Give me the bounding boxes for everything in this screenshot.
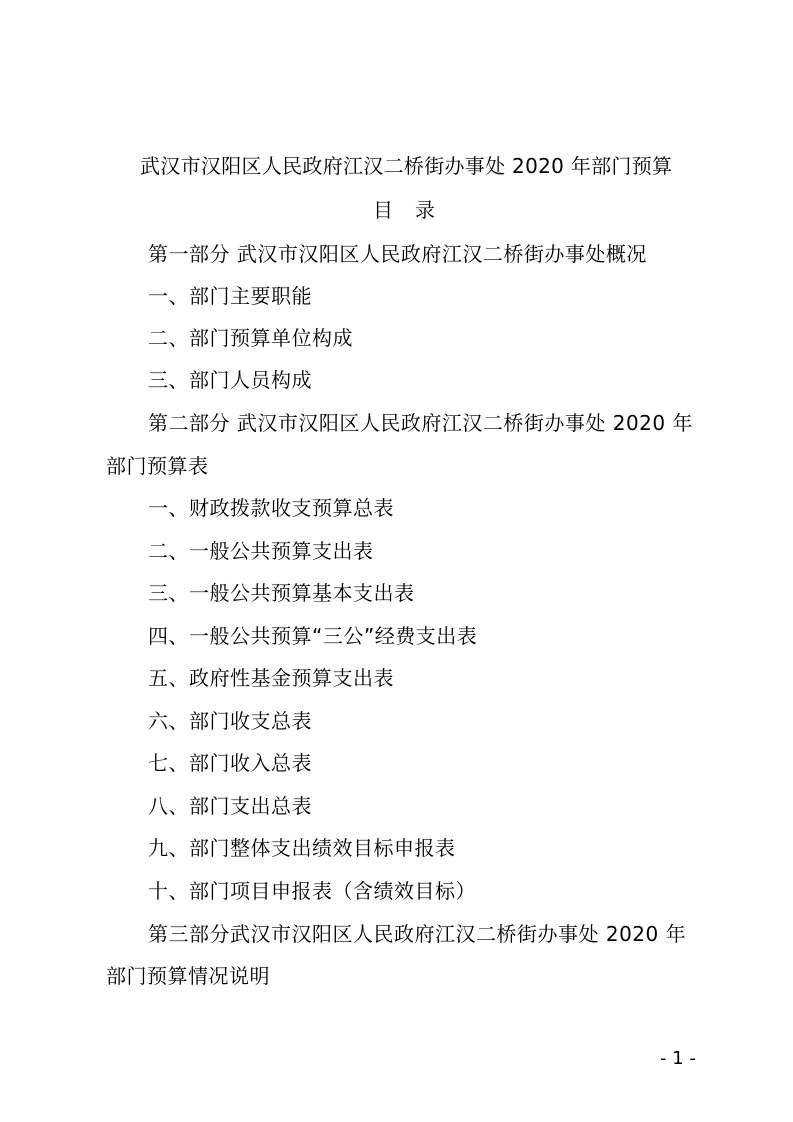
toc-item: 五、政府性基金预算支出表 [148,666,394,690]
toc-item: 三、部门人员构成 [148,368,312,392]
toc-item: 二、部门预算单位构成 [148,326,353,350]
part2-heading: 第二部分 武汉市汉阳区人民政府江汉二桥街办事处 2020 年 [148,411,693,435]
toc-heading-right: 录 [415,198,435,222]
part1-heading: 第一部分 武汉市汉阳区人民政府江汉二桥街办事处概况 [148,242,647,266]
toc-item: 一、部门主要职能 [148,284,312,308]
toc-item: 六、部门收支总表 [148,709,312,733]
part3-heading: 第三部分武汉市汉阳区人民政府江汉二桥街办事处 2020 年 [148,922,687,946]
toc-item: 九、部门整体支出绩效目标申报表 [148,836,456,860]
document-title: 武汉市汉阳区人民政府江汉二桥街办事处 2020 年部门预算 [140,154,673,178]
toc-item: 一、财政拨款收支预算总表 [148,496,394,520]
toc-item: 八、部门支出总表 [148,794,312,818]
part2-heading-continued: 部门预算表 [106,454,209,478]
toc-item: 三、一般公共预算基本支出表 [148,581,415,605]
toc-item: 四、一般公共预算“三公”经费支出表 [148,624,478,648]
toc-item: 七、部门收入总表 [148,751,312,775]
part3-heading-continued: 部门预算情况说明 [106,964,270,988]
toc-heading-left: 目 [373,198,393,222]
toc-item: 十、部门项目申报表（含绩效目标） [148,879,476,903]
page-number: - 1 - [660,1048,696,1069]
toc-heading [373,196,435,224]
toc-item: 二、一般公共预算支出表 [148,539,374,563]
